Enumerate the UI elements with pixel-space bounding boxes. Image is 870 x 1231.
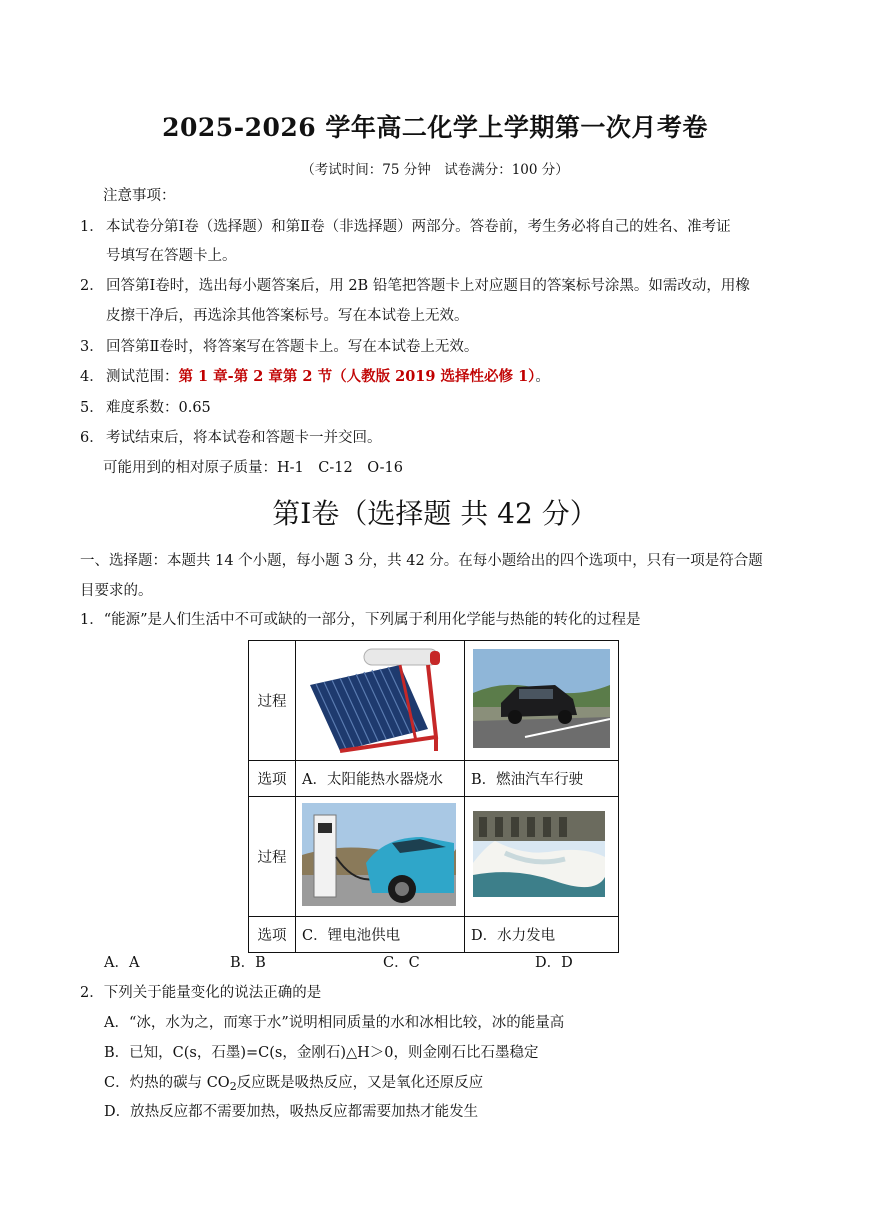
option-b-cell: B．燃油汽车行驶 <box>465 761 619 797</box>
option-d-cell: D．水力发电 <box>465 917 619 953</box>
q2-option-b: B．已知，C(s，石墨)=C(s，金刚石)△H＞0，则金刚石比石墨稳定 <box>104 1045 539 1061</box>
part-intro-line-1: 一、选择题：本题共 14 个小题，每小题 3 分，共 42 分。在每小题给出的四个选项中，只有一项是符合题 <box>80 553 763 569</box>
question-2-stem: 2．下列关于能量变化的说法正确的是 <box>80 985 322 1001</box>
ev-charging-image <box>296 797 464 912</box>
solar-water-heater-image <box>296 641 464 756</box>
fuel-car-image <box>465 641 618 756</box>
q1-answer-a: A．A <box>104 955 140 971</box>
row-label-option: 选项 <box>249 761 296 797</box>
q2-option-d: D．放热反应都不需要加热，吸热反应都需要加热才能发生 <box>104 1104 479 1120</box>
option-a-cell: A．太阳能热水器烧水 <box>296 761 465 797</box>
hydropower-dam-image <box>465 797 618 912</box>
notice-heading: 注意事项： <box>103 188 176 204</box>
notice-6: 6． 考试结束后，将本试卷和答题卡一并交回。 <box>80 430 382 446</box>
notice-4: 4． 测试范围：第 1 章-第 2 章第 2 节（人教版 2019 选择性必修 1）。 <box>80 368 550 385</box>
q1-answer-b: B．B <box>230 955 266 971</box>
image-cell-a <box>296 641 465 761</box>
part-intro-line-2: 目要求的。 <box>80 583 153 599</box>
atomic-mass-note: 可能用到的相对原子质量：H-1 C-12 O-16 <box>103 460 403 476</box>
section-title: 第Ⅰ卷（选择题 共 42 分） <box>272 497 598 530</box>
notice-1-line-2: 号填写在答题卡上。 <box>106 248 237 264</box>
exam-subtitle: （考试时间：75 分钟 试卷满分：100 分） <box>301 162 569 178</box>
notice-1-line-1: 1． 本试卷分第Ⅰ卷（选择题）和第Ⅱ卷（非选择题）两部分。答卷前，考生务必将自己的姓名、准考证 <box>80 219 731 235</box>
q1-answer-d: D．D <box>535 955 573 971</box>
exam-title: 2025-2026 学年高二化学上学期第一次月考卷 <box>162 113 708 142</box>
q2-option-c: C．灼热的碳与 $CO_2$反应既是吸热反应，又是氧化还原反应 <box>104 1075 484 1093</box>
option-c-cell: C．锂电池供电 <box>296 917 465 953</box>
notice-3: 3． 回答第Ⅱ卷时，将答案写在答题卡上。写在本试卷上无效。 <box>80 339 479 355</box>
q2-option-a: A．“冰，水为之，而寒于水”说明相同质量的水和冰相比较，冰的能量高 <box>104 1015 565 1031</box>
notice-2-line-2: 皮擦干净后，再选涂其他答案标号。写在本试卷上无效。 <box>106 308 469 324</box>
image-cell-c <box>296 797 465 917</box>
question-1-table <box>248 640 619 953</box>
question-1-stem: 1．“能源”是人们生活中不可或缺的一部分，下列属于利用化学能与热能的转化的过程是 <box>80 612 641 628</box>
notice-5: 5． 难度系数：0.65 <box>80 400 211 416</box>
q1-answer-c: C．C <box>383 955 420 971</box>
image-cell-b <box>465 641 619 761</box>
notice-2-line-1: 2． 回答第Ⅰ卷时，选出每小题答案后，用 2B 铅笔把答题卡上对应题目的答案标号涂黑。如需改动，用橡 <box>80 278 750 294</box>
row-label-process-2: 过程 <box>249 797 296 917</box>
row-label-option-2: 选项 <box>249 917 296 953</box>
image-cell-d <box>465 797 619 917</box>
row-label-process: 过程 <box>249 641 296 761</box>
test-scope: 第 1 章-第 2 章第 2 节（人教版 2019 选择性必修 1） <box>178 368 536 385</box>
